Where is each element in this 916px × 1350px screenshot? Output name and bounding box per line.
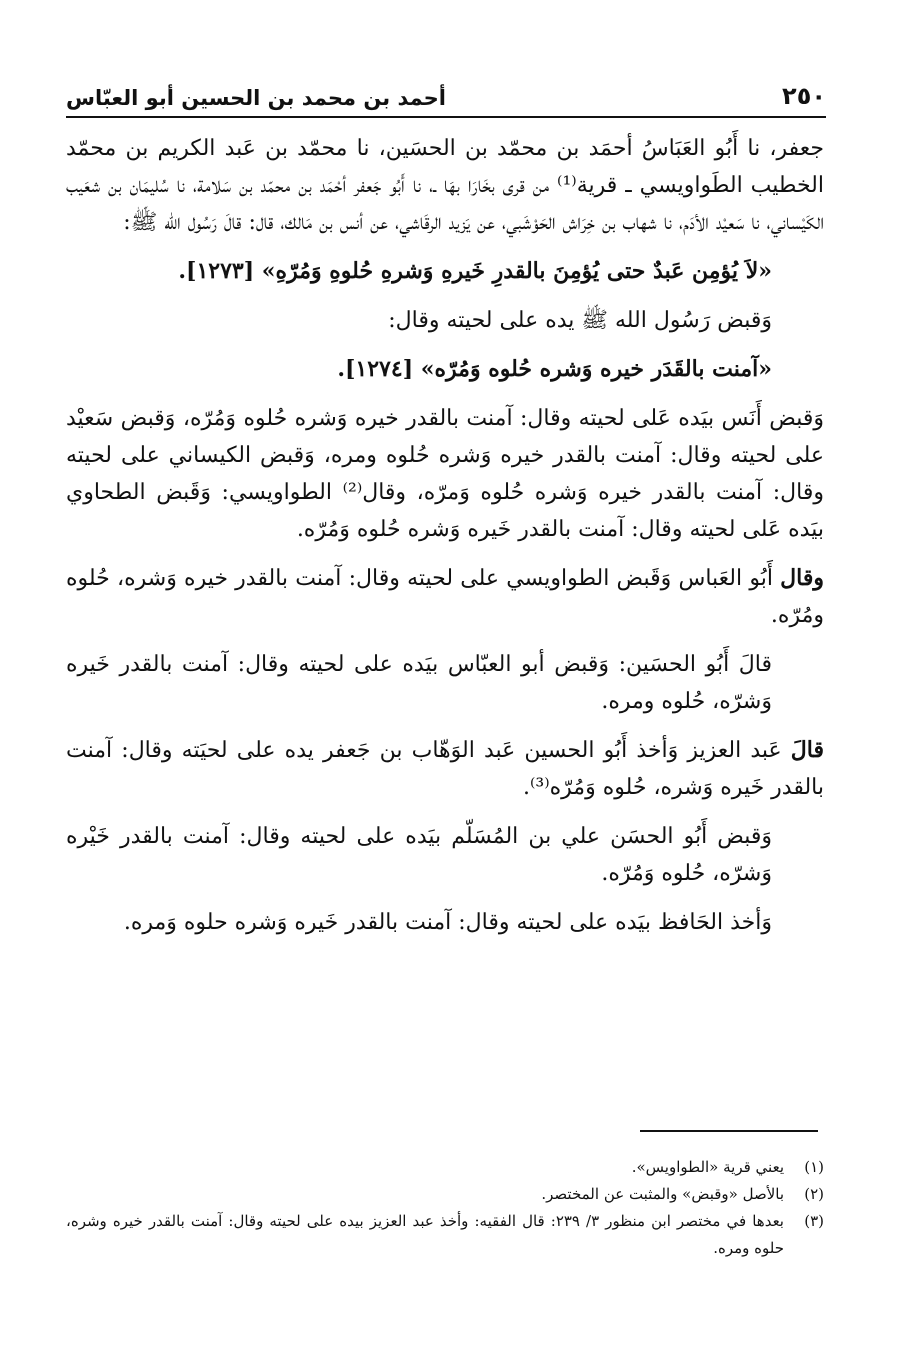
footnote-text: بالأصل «وقبض» والمثبت عن المختصر. [541, 1185, 784, 1203]
paragraph-al-hafiz: وَأخذ الحَافظ بيَده على لحيته وقال: آمنت بالقدر خَيره وَشره حلوه وَمره. [123, 910, 772, 935]
paragraph-abu-al-abbas [66, 560, 824, 634]
footnote-text: بعدها في مختصر ابن منظور ٣/ ٢٣٩: قال الفقيه: وأخذ عبد العزيز بيده على لحيته وقال: آمنت بالقدر خيره وشره، حلوه ومره. [66, 1212, 784, 1257]
footnote-number: (١) [804, 1158, 824, 1176]
paragraph-body: عَبد العزيز وَأخذ أَبُو الحسين عَبد الوَهّاب بن جَعفر يده على لحيَته وقال: آمنت بالقدر خَيره وَشره، حُلوه وَمُرّه⁽³⁾. [66, 738, 824, 800]
hadith-text-1: «لاَ يُؤمِن عَبدٌ حتى يُؤمِنَ بالقدرِ خَيرهِ وَشرهِ حُلوهِ وَمُرّهِ» [١٢٧٣]. [178, 258, 772, 284]
footnote-1 [66, 1154, 824, 1181]
running-title: أحمد بن محمد بن الحسين أبو العبّاس [66, 86, 446, 110]
footnote-number: (٢) [804, 1185, 824, 1203]
footnotes [66, 1154, 824, 1262]
page-number: ٢٥٠ [782, 82, 826, 110]
paragraph-chain-actions: وَقبض أَنَس بيَده عَلى لحيته وقال: آمنت بالقدر خيره وَشره حُلوه وَمُرّه، وَقبض سَعيْد على لحيته وقال: آمنت بالقدر خيره وَشره حُلوه ومره، وَقبض الكيساني على لحيته وقال: آمنت بالقدر خيره وَشره حُلوه وَمرّه، وقال⁽²⁾ الطواويسي: وَقَبض الطحاوي بيَده عَلى لحيته وقال: آمنت بالقدر خَيره وَشره حُلوه وَمُرّه. [66, 406, 825, 542]
hadith-text-2: «آمنت بالقَدَر خيره وَشره حُلوه وَمُرّه» [١٢٧٤]. [337, 356, 772, 382]
paragraph-abu-al-husayn: قالَ أَبُو الحسَين: وَقبض أبو العبّاس بيَده على لحيته وقال: آمنت بالقدر خَيره وَشرّه، حُلوه ومره. [66, 652, 772, 714]
paragraph-abd-al-aziz [66, 732, 824, 806]
paragraph-lead: قالَ [790, 737, 825, 763]
footnote-divider [640, 1130, 818, 1132]
footnote-text: يعني قرية «الطواويس». [631, 1158, 784, 1176]
paragraph-lead: وقال [780, 565, 824, 591]
main-text [66, 130, 824, 953]
footnote-number: (٣) [804, 1212, 824, 1230]
paragraph-abu-al-hasan: وَقبض أَبُو الحسَن علي بن المُسَلّم بيَده على لحيته وقال: آمنت بالقدر خَيْره وَشرّه، حُلوه وَمُرّه. [66, 824, 772, 886]
footnote-2 [66, 1181, 824, 1208]
paragraph-isnad: جعفر، نا أَبُو العَبَاسُ أحمَد بن محمّد بن الحسَين، نا محمّد بن عَبد الكريم بن محمّد الخطيب الطَواويسي ـ قرية⁽¹⁾ من قرى بخَارَا بهَا ـ، نا أَبُو جَعفر أحْمَد بن محمّد بن سَلامة، نا سُليمَان بن شعَيب الكَيْساني، نا سَعيْد الأدَم، نا شهاب بن خِرَاش الحَوْشَبي، عن يَزيد الرقَاشي، عن أنس بن مَالك، قال: قالَ رَسُول الله ﷺ: [66, 136, 824, 235]
page-header [66, 62, 826, 118]
paragraph-body: أَبُو العَباس وَقَبض الطواويسي على لحيته وقال: آمنت بالقدر خيره وَشره، حُلوه ومُرّه. [66, 566, 824, 628]
footnote-3 [66, 1208, 824, 1262]
paragraph-qabd: وَقبض رَسُول الله ﷺ يده على لحيته وقال: [388, 308, 772, 333]
